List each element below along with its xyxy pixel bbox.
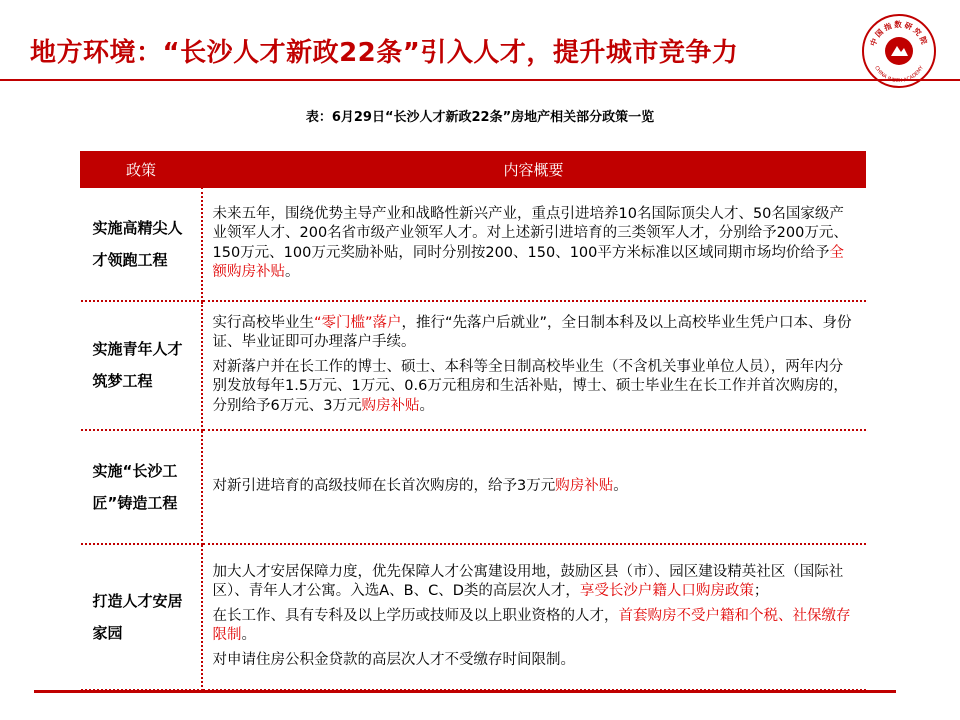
title-divider <box>0 79 960 81</box>
summary-paragraph <box>213 651 858 671</box>
column-header-policy: 政策 <box>81 152 202 188</box>
table-header-row <box>81 152 866 188</box>
summary-paragraph <box>213 314 858 353</box>
policy-table-body <box>81 188 866 690</box>
highlighted-text: 首套购房不受户籍和个税、社保缴存限制 <box>212 607 851 644</box>
page-title: 地方环境：“长沙人才新政22条”引入人才，提升城市竞争力 <box>30 38 739 68</box>
summary-text: ； <box>753 583 769 600</box>
table-row <box>81 430 866 544</box>
policy-summary <box>202 430 866 544</box>
table-row <box>81 301 866 430</box>
highlighted-text: “零门槛”落户 <box>314 314 402 331</box>
summary-text: 。 <box>613 477 628 494</box>
summary-text: 实行高校毕业生 <box>212 314 314 331</box>
summary-text: ，推行“先落户后就业”，全日制本科及以上高校毕业生凭户口本、身份证、毕业证即可办理落户手续。 <box>212 314 852 351</box>
highlighted-text: 购房补贴 <box>361 397 420 414</box>
summary-text: 对新落户并在长工作的博士、硕士、本科等全日制高校毕业生（不含机关事业单位人员），两年内分别发放每年1.5万元、1万元、0.6万元租房和生活补贴，博士、硕士毕业生在长工作并首次购房的，分别给予6万元、3万元 <box>212 358 848 414</box>
logo-seal-text: 中国指数研究院 <box>868 20 930 48</box>
summary-text: 。 <box>285 264 300 281</box>
summary-text: 未来五年，围绕优势主导产业和战略性新兴产业，重点引进培养10名国际顶尖人才、50名国家级产业领军人才、200名省市级产业领军人才。对上述新引进培育的三类领军人才，分别给予200万元、150万元、100万元奖励补贴，同时分别按200、150、100平方米标准以区域同期市场均价给予 <box>212 205 848 261</box>
highlighted-text: 享受长沙户籍人口购房政策 <box>579 583 754 600</box>
logo-english-text: CHINA INDEX ACADEMY <box>873 65 925 85</box>
summary-paragraph <box>213 358 858 417</box>
highlighted-text: 购房补贴 <box>555 477 614 494</box>
summary-paragraph <box>213 477 858 497</box>
summary-text: 。 <box>419 397 434 414</box>
table-caption: 表：6月29日“长沙人才新政22条”房地产相关部分政策一览 <box>305 110 655 125</box>
column-header-summary: 内容概要 <box>202 152 866 188</box>
summary-paragraph <box>213 607 858 646</box>
summary-paragraph <box>213 205 858 283</box>
seal-logo-icon <box>860 12 938 90</box>
policy-name: 实施高精尖人才领跑工程 <box>81 188 202 301</box>
policy-table <box>80 151 866 691</box>
summary-text: 在长工作、具有专科及以上学历或技师及以上职业资格的人才， <box>212 607 619 624</box>
summary-text: 加大人才安居保障力度，优先保障人才公寓建设用地，鼓励区县（市）、园区建设精英社区（国际社区）、青年人才公寓。入选A、B、C、D类的高层次人才， <box>212 563 844 600</box>
policy-name: 实施青年人才筑梦工程 <box>81 301 202 430</box>
summary-text: 对新引进培育的高级技师在长首次购房的，给予3万元 <box>212 477 556 494</box>
policy-name: 实施“长沙工匠”铸造工程 <box>81 430 202 544</box>
highlighted-text: 全额购房补贴 <box>212 244 844 281</box>
summary-text: 对申请住房公积金贷款的高层次人才不受缴存时间限制。 <box>212 651 575 668</box>
policy-summary <box>202 544 866 690</box>
table-row <box>81 544 866 690</box>
logo <box>860 12 938 90</box>
summary-paragraph <box>213 563 858 602</box>
summary-text: 。 <box>241 627 256 644</box>
footer-divider <box>34 690 896 693</box>
policy-summary <box>202 301 866 430</box>
table-row <box>81 188 866 301</box>
policy-name: 打造人才安居家园 <box>81 544 202 690</box>
policy-summary <box>202 188 866 301</box>
